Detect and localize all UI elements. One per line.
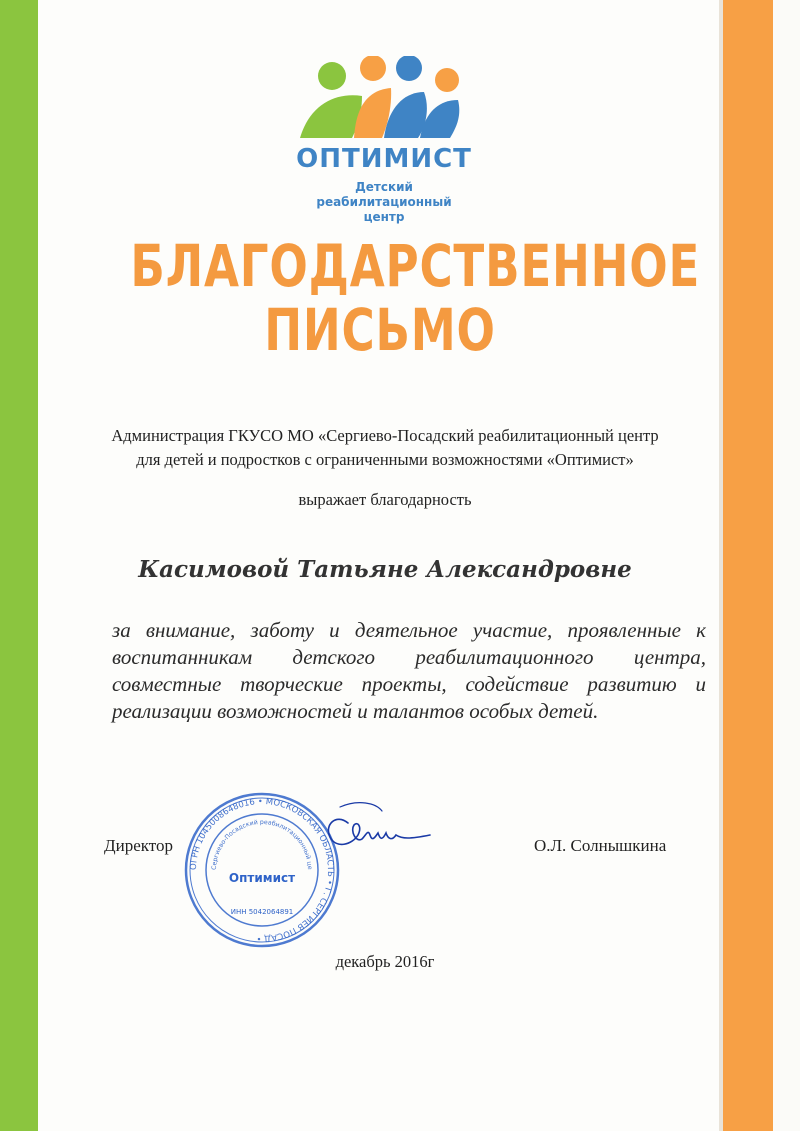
expresses-gratitude-text: выражает благодарность bbox=[298, 490, 472, 509]
logo-subtitle-line1: Детский реабилитационный bbox=[316, 180, 452, 209]
right-paper-edge bbox=[773, 0, 800, 1131]
stamp-bottom-text: ИНН 5042064891 bbox=[230, 908, 294, 916]
stamp-inner-text: Сергиево-Посадский реабилитационный це bbox=[210, 818, 314, 871]
stamp-outer-text: ОГРН 1045008648016 • МОСКОВСКАЯ ОБЛАСТЬ • Г. СЕРГИЕВ ПОСАД • bbox=[188, 796, 336, 944]
logo-subtitle-line2: центр bbox=[363, 210, 405, 224]
document-title-line1: БЛАГОДАРСТВЕННОЕ bbox=[130, 232, 701, 300]
logo-name: ОПТИМИСТ bbox=[296, 144, 472, 174]
issue-date: декабрь 2016г bbox=[335, 952, 435, 971]
director-signature bbox=[318, 795, 438, 865]
administration-text bbox=[55, 424, 715, 472]
gratitude-reason: за внимание, заботу и деятельное участие, проявленные к воспитанникам детского реабилитационного центра, совместные творческие проекты, содействие развитию и реализации возможностей и талантов особых детей. bbox=[112, 618, 706, 723]
logo-subtitle bbox=[286, 180, 482, 225]
document-title-line2: ПИСЬМО bbox=[264, 296, 496, 364]
director-name: О.Л. Солнышкина bbox=[534, 836, 667, 855]
recipient-name: Касимовой Татьяне Александровне bbox=[138, 556, 632, 583]
administration-line2: для детей и подростков с ограниченными возможностями «Оптимист» bbox=[136, 450, 634, 469]
stamp-center-name: Оптимист bbox=[228, 871, 296, 885]
administration-line1: Администрация ГКУСО МО «Сергиево-Посадский реабилитационный центр bbox=[111, 426, 659, 445]
director-label: Директор bbox=[104, 836, 173, 855]
